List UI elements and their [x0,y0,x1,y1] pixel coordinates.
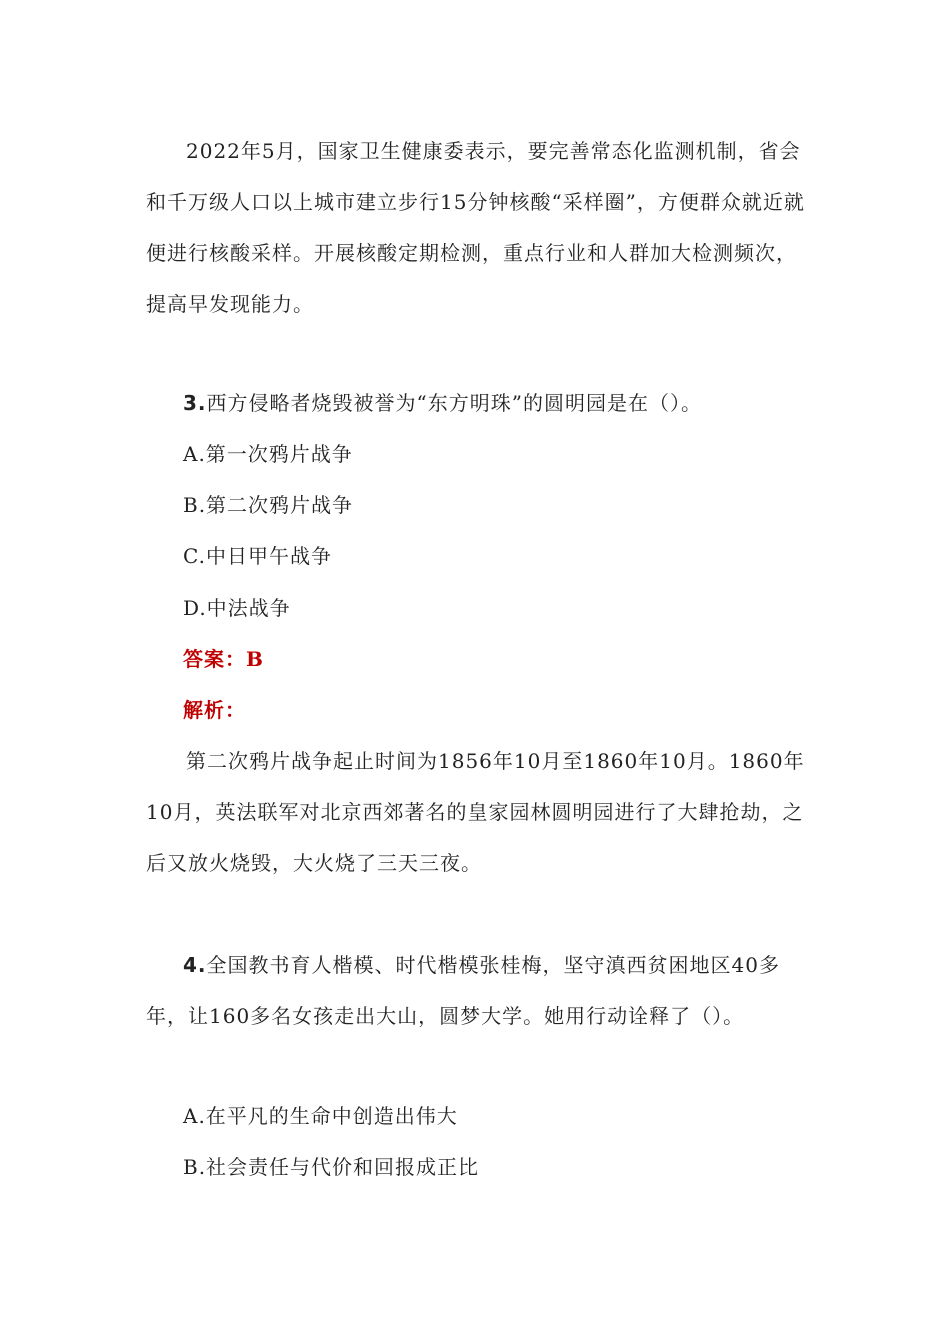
question-3-analysis-label: 解析： [183,698,246,722]
question-3-text: 西方侵略者烧毁被誉为“东方明珠”的圆明园是在（）。 [206,391,702,415]
question-3-analysis: 第二次鸦片战争起止时间为1856年10月至1860年10月。1860年10月，英法联军对北京西郊著名的皇家园林圆明园进行了大肆抢劫，之后又放火烧毁，大火烧了三天三夜。 [146,749,805,875]
question-4-option-b: B.社会责任与代价和回报成正比 [183,1155,480,1179]
question-3-option-d: D.中法战争 [183,596,291,620]
question-4-text: 全国教书育人楷模、时代楷模张桂梅，坚守滇西贫困地区40多年，让160多名女孩走出大山，圆梦大学。她用行动诠释了（）。 [146,953,780,1028]
intro-paragraph: 2022年5月，国家卫生健康委表示，要完善常态化监测机制，省会和千万级人口以上城市建立步行15分钟核酸“采样圈”，方便群众就近就便进行核酸采样。开展核酸定期检测，重点行业和人群加大检测频次，提高早发现能力。 [146,139,805,316]
question-4-number: 4. [183,953,207,977]
question-3-number: 3. [183,391,207,415]
question-3-option-b: B.第二次鸦片战争 [183,493,354,517]
question-3-option-a: A.第一次鸦片战争 [183,442,353,466]
question-3-option-c: C.中日甲午战争 [183,544,332,568]
question-4-stem [146,940,814,1042]
question-3-stem [146,378,814,429]
question-3-answer: 答案：B [183,647,264,671]
question-4-option-a: A.在平凡的生命中创造出伟大 [183,1104,458,1128]
